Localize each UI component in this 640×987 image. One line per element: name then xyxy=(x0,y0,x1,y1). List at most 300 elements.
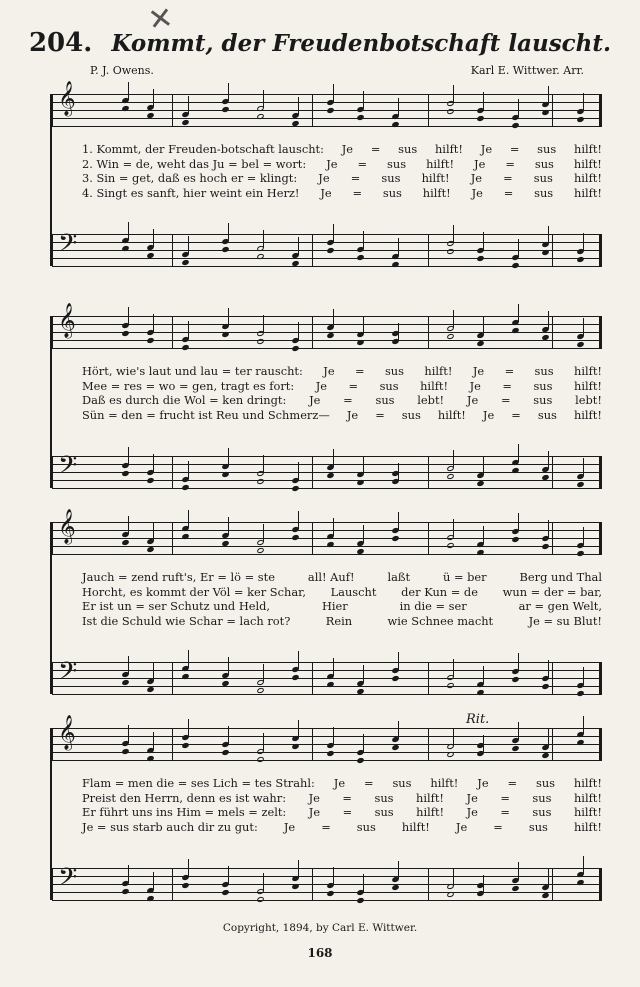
lyric-syllable: hilft! xyxy=(416,805,445,819)
note-stem xyxy=(583,667,584,685)
lyric-syllable: hilft! xyxy=(420,378,449,393)
lyric-syllable: Je xyxy=(283,819,296,834)
lyric-line xyxy=(82,776,602,791)
note-stem xyxy=(398,512,399,530)
note-stem xyxy=(263,524,264,542)
note-stem xyxy=(228,866,229,884)
lyric-syllable: ü = ber xyxy=(443,570,487,584)
note-head xyxy=(326,107,334,114)
lyric-syllable: Je xyxy=(308,790,320,805)
lyric-syllable: Je xyxy=(480,142,493,156)
lyric-syllable: Je xyxy=(333,776,346,790)
note-stem xyxy=(398,238,399,256)
barline xyxy=(172,234,173,266)
note-stem xyxy=(483,526,484,544)
staff-line xyxy=(52,728,602,729)
note-head xyxy=(326,332,334,339)
note-head xyxy=(256,478,264,485)
note-stem xyxy=(228,726,229,744)
lyric-syllable: Je xyxy=(341,142,354,156)
note-head xyxy=(181,259,189,266)
note-stem xyxy=(453,868,454,886)
lyric-syllable: = xyxy=(354,364,365,378)
note-stem xyxy=(228,448,229,466)
lyric-syllable: hilft! xyxy=(573,171,602,185)
note-head xyxy=(221,331,229,338)
note-head xyxy=(291,743,299,750)
note-stem xyxy=(483,457,484,475)
lyric-syllable: hilft! xyxy=(422,185,451,200)
lyric-syllable: = xyxy=(364,776,374,790)
lyric-syllable: sus xyxy=(528,819,548,834)
note-stem xyxy=(298,651,299,669)
barline xyxy=(172,316,173,348)
lyric-syllable: Je xyxy=(320,185,332,200)
barline xyxy=(552,456,553,488)
lyric-syllable: Je xyxy=(466,805,478,819)
lyric-line xyxy=(82,614,602,629)
note-stem xyxy=(363,456,364,474)
lyric-syllable: Je xyxy=(470,171,482,185)
lyric-syllable: hilft! xyxy=(573,819,602,834)
note-head xyxy=(541,249,549,256)
note-stem xyxy=(188,510,189,528)
note-head xyxy=(446,682,454,689)
note-stem xyxy=(333,449,334,467)
lyric-syllable: = xyxy=(500,790,510,805)
note-head xyxy=(391,675,399,682)
note-head xyxy=(221,246,229,253)
lyric-syllable: in die = ser xyxy=(399,599,467,613)
note-head xyxy=(446,333,454,340)
lyric-syllable: = xyxy=(503,171,513,185)
lyric-syllable: wie Schnee macht xyxy=(387,613,494,628)
staff-line xyxy=(52,900,602,901)
lyric-syllable: = xyxy=(493,819,503,834)
note-stem xyxy=(518,444,519,462)
note-stem xyxy=(128,656,129,674)
note-stem xyxy=(228,657,229,675)
note-stem xyxy=(548,869,549,887)
staff-line xyxy=(52,760,602,761)
note-head xyxy=(446,891,454,898)
lyric-syllable: Je xyxy=(323,364,335,378)
lyric-syllable: sus xyxy=(379,378,399,393)
note-head xyxy=(256,338,264,345)
note-head xyxy=(356,757,364,764)
arranger-credit: Karl E. Wittwer. Arr. xyxy=(470,64,584,77)
note-stem xyxy=(453,659,454,677)
lyric-syllable: sus xyxy=(384,364,404,378)
final-barline xyxy=(599,662,602,694)
staff xyxy=(52,81,602,126)
barline xyxy=(52,868,53,900)
lyric-syllable: = xyxy=(321,819,331,834)
lyric-syllable: Je xyxy=(469,378,481,393)
note-stem xyxy=(153,663,154,681)
note-head xyxy=(181,344,189,351)
note-stem xyxy=(363,91,364,109)
lyric-syllable: Jauch = zend ruft's, Er = lö = ste xyxy=(82,570,275,584)
note-head xyxy=(446,248,454,255)
lyric-line xyxy=(82,791,602,806)
staff-line xyxy=(52,530,602,531)
staff xyxy=(52,229,602,266)
lyric-syllable: Je = su Blut! xyxy=(528,613,602,628)
lyric-syllable: = xyxy=(509,142,520,156)
note-stem xyxy=(518,722,519,740)
lyric-syllable: Hier xyxy=(321,599,348,613)
note-head xyxy=(391,535,399,542)
lyric-syllable: lebt! xyxy=(417,393,445,407)
note-stem xyxy=(128,447,129,465)
lyric-syllable: = xyxy=(504,364,515,378)
lyric-syllable: sus xyxy=(381,171,401,185)
note-stem xyxy=(363,231,364,249)
note-stem xyxy=(153,523,154,541)
note-stem xyxy=(263,90,264,108)
bass-clef-icon: 𝄢 xyxy=(58,863,78,898)
lyric-syllable: 2. Win = de, weht das Ju = bel = wort: xyxy=(82,156,307,171)
barline xyxy=(428,662,429,694)
lyric-syllable: Je xyxy=(455,819,468,834)
barline xyxy=(312,728,313,760)
note-stem xyxy=(398,98,399,116)
barline xyxy=(552,868,553,900)
staff-line xyxy=(52,266,602,267)
lyric-syllable: Je xyxy=(318,171,330,185)
lyric-syllable: sus xyxy=(374,805,394,819)
note-stem xyxy=(333,84,334,102)
lyric-syllable: hilft! xyxy=(573,805,602,819)
lyric-syllable: = xyxy=(505,156,515,171)
lyric-syllable: sus xyxy=(382,185,402,200)
lyric-syllable: = xyxy=(370,142,381,156)
note-stem xyxy=(228,517,229,535)
note-head xyxy=(476,115,484,122)
note-head xyxy=(146,477,154,484)
barline xyxy=(552,522,553,554)
lyric-syllable: Je xyxy=(471,185,483,200)
note-stem xyxy=(298,462,299,480)
lyric-syllable: sus xyxy=(533,378,553,393)
note-stem xyxy=(188,321,189,339)
note-head xyxy=(576,550,584,557)
barline xyxy=(552,662,553,694)
lyric-syllable: Je xyxy=(482,407,495,422)
note-head xyxy=(511,676,519,683)
lyric-syllable: hilft! xyxy=(573,790,602,805)
lyric-syllable: wun = der = bar, xyxy=(502,584,602,599)
note-stem xyxy=(453,85,454,103)
staff-line xyxy=(52,118,602,119)
note-stem xyxy=(548,311,549,329)
note-stem xyxy=(483,232,484,250)
lyric-syllable: Preist den Herrn, denn es ist wahr: xyxy=(82,790,287,805)
lyric-syllable: hilft! xyxy=(426,156,455,171)
staff-line xyxy=(52,472,602,473)
note-head xyxy=(356,114,364,121)
staff-line xyxy=(52,488,602,489)
final-barline xyxy=(599,316,602,348)
note-stem xyxy=(363,316,364,334)
lyric-syllable: Je xyxy=(472,364,485,378)
barline xyxy=(52,94,53,126)
barline xyxy=(428,868,429,900)
lyric-syllable: Je = sus starb auch dir zu gut: xyxy=(82,819,258,834)
lyric-line xyxy=(82,393,602,408)
lyric-syllable: hilft! xyxy=(574,185,602,200)
note-head xyxy=(146,546,154,553)
lyric-syllable: sus xyxy=(534,185,554,200)
lyric-syllable: hilft! xyxy=(573,364,602,378)
lyric-syllable: Je xyxy=(346,407,359,422)
lyric-syllable: sus xyxy=(374,790,394,805)
note-head xyxy=(146,337,154,344)
note-stem xyxy=(188,719,189,737)
bass-clef-icon: 𝄢 xyxy=(58,451,78,486)
barline xyxy=(428,522,429,554)
note-stem xyxy=(263,873,264,891)
note-head xyxy=(541,683,549,690)
note-head xyxy=(291,485,299,492)
lyric-syllable: hilft! xyxy=(573,156,602,171)
note-stem xyxy=(548,520,549,538)
barline xyxy=(552,234,553,266)
lyric-syllable: sus xyxy=(398,142,418,156)
lyric-syllable: Rein xyxy=(325,613,353,628)
lyric-line xyxy=(82,585,602,600)
lyric-line xyxy=(82,820,602,835)
note-head xyxy=(541,109,549,116)
note-stem xyxy=(518,653,519,671)
note-head xyxy=(121,539,129,546)
note-head xyxy=(576,256,584,263)
note-stem xyxy=(518,513,519,531)
note-stem xyxy=(298,97,299,115)
note-head xyxy=(181,742,189,749)
lyric-syllable: Je xyxy=(466,393,479,407)
note-stem xyxy=(263,230,264,248)
barline xyxy=(172,522,173,554)
staff xyxy=(52,863,602,900)
barline xyxy=(552,728,553,760)
note-stem xyxy=(583,716,584,734)
lyrics-block xyxy=(82,570,602,628)
barline xyxy=(312,456,313,488)
staff-line xyxy=(52,868,602,869)
lyric-syllable: sus xyxy=(356,819,376,834)
lyric-syllable: hilft! xyxy=(573,378,602,393)
bass-clef-icon: 𝄢 xyxy=(58,657,78,692)
note-head xyxy=(121,330,129,337)
note-head xyxy=(291,883,299,890)
note-head xyxy=(221,106,229,113)
note-head xyxy=(291,534,299,541)
lyric-syllable: sus xyxy=(532,790,552,805)
lyric-syllable: sus xyxy=(532,805,552,819)
lyric-syllable: = xyxy=(511,407,521,422)
barline xyxy=(312,94,313,126)
staff-line xyxy=(52,324,602,325)
hymn-title: Kommt, der Freudenbotschaft lauscht. xyxy=(111,30,612,57)
staff-line xyxy=(52,258,602,259)
note-head xyxy=(576,341,584,348)
lyric-syllable: Hört, wie's laut und lau = ter rauscht: xyxy=(82,364,303,378)
note-head xyxy=(356,254,364,261)
lyric-syllable: hilft! xyxy=(573,142,602,156)
lyric-syllable: Je xyxy=(309,393,321,407)
treble-clef-icon: 𝄞 xyxy=(58,509,76,544)
note-stem xyxy=(518,862,519,880)
note-stem xyxy=(363,525,364,543)
note-stem xyxy=(518,239,519,257)
barline xyxy=(52,456,53,488)
staff xyxy=(52,712,602,760)
hymn-header xyxy=(0,28,640,58)
note-stem xyxy=(363,874,364,892)
staff xyxy=(52,303,602,348)
barline xyxy=(172,456,173,488)
lyric-line xyxy=(82,805,602,820)
lyric-syllable: = xyxy=(342,790,352,805)
staff-line xyxy=(52,456,602,457)
note-stem xyxy=(298,720,299,738)
final-barline xyxy=(599,456,602,488)
lyric-line xyxy=(82,599,602,614)
lyric-syllable: der Kun = de xyxy=(401,584,478,599)
note-stem xyxy=(398,652,399,670)
lyric-syllable: Je xyxy=(466,790,478,805)
note-stem xyxy=(483,317,484,335)
note-stem xyxy=(483,875,484,893)
lyric-syllable: hilft! xyxy=(437,407,466,422)
lyric-syllable: = xyxy=(348,378,359,393)
barline xyxy=(312,234,313,266)
note-head xyxy=(511,122,519,129)
barline xyxy=(312,316,313,348)
note-head xyxy=(121,679,129,686)
lyric-syllable: hilft! xyxy=(573,407,602,422)
barline xyxy=(52,728,53,760)
lyric-syllable: Ist die Schuld wie Schar = lach rot? xyxy=(82,613,291,628)
note-stem xyxy=(363,665,364,683)
barline xyxy=(172,662,173,694)
lyric-syllable: sus xyxy=(534,364,554,378)
lyric-line xyxy=(82,171,602,186)
note-stem xyxy=(453,519,454,537)
note-stem xyxy=(298,860,299,878)
note-stem xyxy=(153,872,154,890)
note-stem xyxy=(298,322,299,340)
note-head xyxy=(511,745,519,752)
staff-line xyxy=(52,316,602,317)
lyric-syllable: Berg und Thal xyxy=(519,570,602,584)
lyric-syllable: sus xyxy=(535,776,555,790)
lyric-syllable: hilft! xyxy=(424,364,453,378)
note-head xyxy=(221,749,229,756)
lyric-syllable: = xyxy=(357,156,368,171)
note-stem xyxy=(298,511,299,529)
staff-line xyxy=(52,340,602,341)
barline xyxy=(552,316,553,348)
note-head xyxy=(356,479,364,486)
note-stem xyxy=(333,518,334,536)
note-stem xyxy=(153,454,154,472)
lyric-syllable: hilft! xyxy=(434,142,463,156)
note-stem xyxy=(363,734,364,752)
note-stem xyxy=(128,307,129,325)
staff-line xyxy=(52,670,602,671)
note-stem xyxy=(453,310,454,328)
lyric-syllable: 1. Kommt, der Freuden-botschaft lauscht: xyxy=(82,142,324,156)
lyric-line xyxy=(82,157,602,172)
lyric-syllable: lebt! xyxy=(575,393,602,407)
barline xyxy=(552,94,553,126)
note-stem xyxy=(398,463,399,481)
note-stem xyxy=(228,83,229,101)
lyric-syllable: hilft! xyxy=(416,790,445,805)
note-head xyxy=(576,481,584,488)
lyric-syllable: sus xyxy=(392,776,412,790)
note-stem xyxy=(153,89,154,107)
barline xyxy=(312,522,313,554)
note-stem xyxy=(333,867,334,885)
barline xyxy=(172,728,173,760)
lyric-syllable: hilft! xyxy=(421,171,450,185)
staff-line xyxy=(52,480,602,481)
note-stem xyxy=(153,229,154,247)
lyrics-block xyxy=(82,776,602,834)
staff xyxy=(52,451,602,488)
staff-line xyxy=(52,234,602,235)
staff-line xyxy=(52,348,602,349)
barline xyxy=(312,868,313,900)
barline xyxy=(52,662,53,694)
lyrics-block xyxy=(82,142,602,200)
note-stem xyxy=(188,236,189,254)
lyric-syllable: = xyxy=(500,393,511,407)
barline xyxy=(428,728,429,760)
note-stem xyxy=(188,461,189,479)
lyric-syllable: Sün = den = frucht ist Reu und Schmerz— xyxy=(82,407,330,422)
lyric-line xyxy=(82,379,602,394)
staff-line xyxy=(52,522,602,523)
note-head xyxy=(326,472,334,479)
note-stem xyxy=(263,733,264,751)
note-head xyxy=(446,751,454,758)
note-stem xyxy=(153,314,154,332)
staff-line xyxy=(52,94,602,95)
note-head xyxy=(476,255,484,262)
note-head xyxy=(181,119,189,126)
lyric-syllable: hilft! xyxy=(573,776,602,790)
note-stem xyxy=(518,304,519,322)
staff-line xyxy=(52,554,602,555)
barline xyxy=(172,94,173,126)
note-head xyxy=(121,470,129,477)
lyric-syllable: Lauscht xyxy=(330,584,377,599)
note-head xyxy=(446,473,454,480)
tempo-mark-rit: Rit. xyxy=(466,712,490,727)
lyric-syllable: = xyxy=(375,407,385,422)
note-head xyxy=(326,247,334,254)
note-stem xyxy=(298,237,299,255)
note-stem xyxy=(263,664,264,682)
note-stem xyxy=(583,318,584,336)
lyric-syllable: Daß es durch die Wol = ken dringt: xyxy=(82,393,287,407)
lyric-syllable: = xyxy=(342,805,353,819)
